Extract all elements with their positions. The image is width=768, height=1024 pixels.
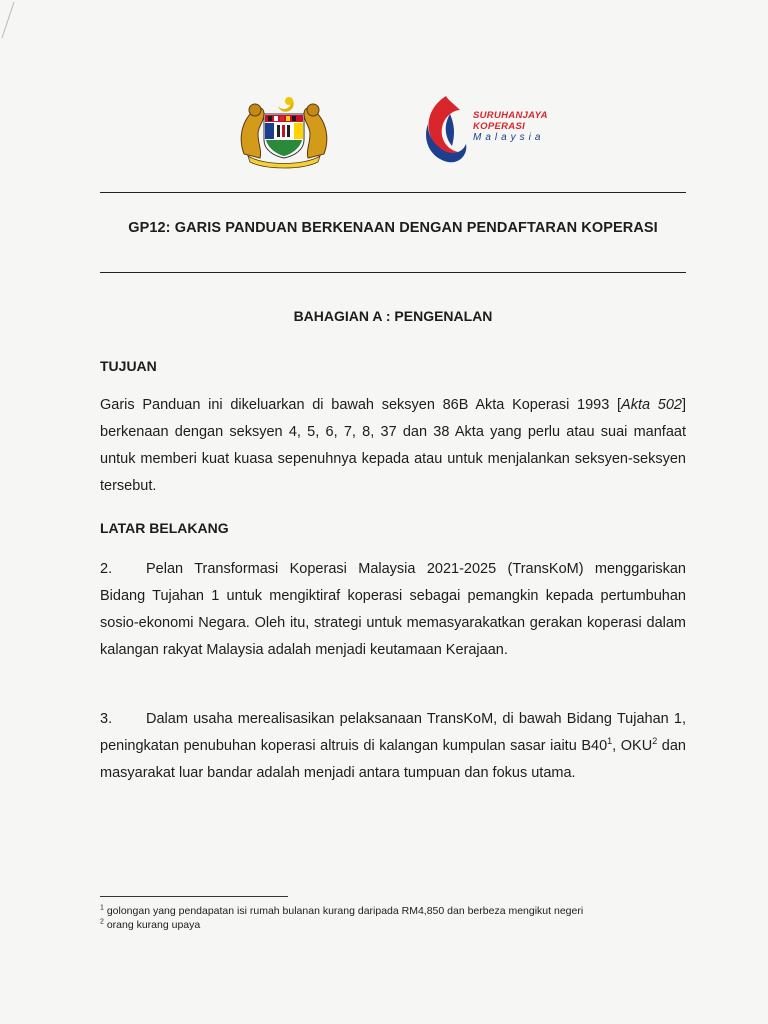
paragraph-3: [100, 706, 686, 787]
paragraph-1-text-b: ] berkenaan dengan seksyen 4, 5, 6, 7, 8, 37 dan 38 Akta yang perlu atau suai manfaat untuk memberi kuat kuasa sepenuhnya kepada atau untuk menjalankan seksyen-seksyen tersebut.: [100, 397, 686, 494]
footnote-2-number: 2: [100, 918, 104, 926]
footnote-1-number: 1: [100, 904, 104, 912]
footnote-2: [100, 919, 200, 932]
title-rule-bottom: [100, 272, 686, 273]
footnote-ref-1: 1: [607, 736, 613, 747]
paragraph-2: [100, 556, 686, 664]
agency-name-line3: Malaysia: [473, 132, 545, 143]
paragraph-3-text-a: Dalam usaha merealisasikan pelaksanaan TransKoM, di bawah Bidang Tujahan 1, peningkatan penubuhan koperasi altruis di kalangan kumpulan sasar iaitu B40: [100, 711, 686, 754]
footnote-1-text: golongan yang pendapatan isi rumah bulanan kurang daripada RM4,850 dan berbeza mengikut negeri: [103, 905, 584, 917]
paragraph-2-text: Pelan Transformasi Koperasi Malaysia 2021-2025 (TransKoM) menggariskan Bidang Tujahan 1 untuk mengiktiraf koperasi sebagai pemangkin kepada pertumbuhan sosio-ekonomi Negara. Oleh itu, strategi untuk memasyarakatkan gerakan koperasi dalam kalangan rakyat Malaysia adalah menjadi keutamaan Kerajaan.: [100, 561, 686, 658]
footnote-1: [100, 905, 583, 918]
paragraph-3-text-b: , OKU: [612, 738, 653, 754]
section-heading-latar-belakang: LATAR BELAKANG: [100, 520, 229, 536]
title-rule-top: [100, 192, 686, 193]
agency-name: [473, 110, 548, 143]
act-reference: Akta 502: [621, 397, 682, 413]
footnote-rule: [100, 896, 288, 897]
part-title: BAHAGIAN A : PENGENALAN: [293, 308, 493, 324]
paragraph-2-number: 2.: [100, 561, 113, 577]
scan-corner-mark-icon: [0, 0, 24, 40]
footnote-ref-2: 2: [652, 736, 658, 747]
skm-logo-icon: [420, 94, 470, 164]
agency-name-line2: KOPERASI: [473, 121, 526, 132]
footnote-2-text: orang kurang upaya: [103, 919, 201, 931]
agency-name-line1: SURUHANJAYA: [473, 110, 548, 121]
section-heading-tujuan: TUJUAN: [100, 358, 157, 374]
malaysia-coat-of-arms-icon: [234, 92, 334, 170]
document-title: GP12: GARIS PANDUAN BERKENAAN DENGAN PENDAFTARAN KOPERASI: [128, 220, 658, 236]
paragraph-3-number: 3.: [100, 711, 113, 727]
paragraph-1: [100, 392, 686, 500]
paragraph-3-text-c: dan masyarakat luar bandar adalah menjadi antara tumpuan dan fokus utama.: [100, 738, 686, 781]
paragraph-1-text-a: Garis Panduan ini dikeluarkan di bawah seksyen 86B Akta Koperasi 1993 [: [100, 397, 622, 413]
